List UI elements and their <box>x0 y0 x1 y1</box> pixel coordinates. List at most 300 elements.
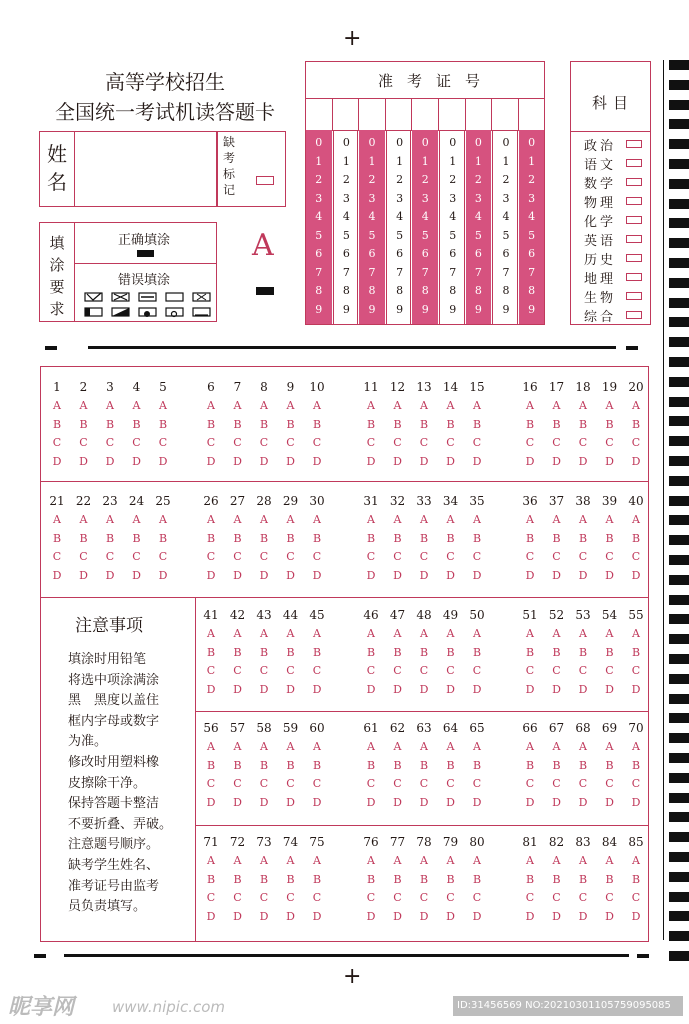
answer-option[interactable]: D <box>552 795 561 809</box>
answer-option[interactable]: C <box>472 436 482 449</box>
exam-id-digit[interactable]: 9 <box>449 302 457 316</box>
answer-option[interactable]: C <box>578 664 588 677</box>
answer-option[interactable]: B <box>605 417 614 431</box>
answer-option[interactable]: D <box>472 682 482 696</box>
exam-id-digit[interactable]: 2 <box>342 173 350 186</box>
answer-option[interactable]: A <box>446 854 455 867</box>
exam-id-digit[interactable]: 8 <box>368 284 376 297</box>
answer-option[interactable]: A <box>526 854 534 867</box>
exam-id-digit[interactable]: 1 <box>368 154 376 168</box>
answer-option[interactable]: C <box>525 436 535 449</box>
answer-option[interactable]: D <box>419 909 429 923</box>
answer-option[interactable]: D <box>472 795 482 809</box>
answer-option[interactable]: B <box>605 645 614 659</box>
answer-option[interactable]: D <box>472 568 482 582</box>
answer-option[interactable]: A <box>446 399 455 412</box>
answer-option[interactable]: C <box>419 777 429 790</box>
answer-option[interactable]: A <box>286 513 295 526</box>
answer-option[interactable]: C <box>312 777 322 790</box>
exam-id-digit[interactable]: 7 <box>368 265 376 279</box>
answer-option[interactable]: C <box>578 550 588 563</box>
exam-id-digit[interactable]: 6 <box>396 247 404 260</box>
answer-option[interactable]: B <box>446 872 455 886</box>
exam-id-digit[interactable]: 3 <box>421 191 429 205</box>
exam-id-digit[interactable]: 3 <box>368 191 376 205</box>
answer-option[interactable]: A <box>526 399 534 412</box>
answer-option[interactable]: A <box>367 513 375 526</box>
answer-option[interactable]: D <box>312 568 322 582</box>
answer-option[interactable]: D <box>525 454 535 468</box>
exam-id-digit[interactable]: 8 <box>449 284 457 297</box>
answer-option[interactable]: A <box>233 513 242 526</box>
answer-option[interactable]: A <box>420 513 428 526</box>
exam-id-column[interactable] <box>386 130 412 324</box>
exam-id-write-cell[interactable] <box>439 98 466 130</box>
subject-checkbox[interactable] <box>626 292 642 300</box>
answer-option[interactable]: B <box>52 531 62 545</box>
answer-option[interactable]: C <box>233 550 242 563</box>
answer-option[interactable]: C <box>79 550 88 563</box>
exam-id-digit[interactable]: 7 <box>421 265 429 279</box>
answer-option[interactable]: B <box>105 417 115 431</box>
answer-option[interactable]: D <box>578 909 588 923</box>
answer-option[interactable]: C <box>286 664 295 677</box>
answer-option[interactable]: D <box>419 682 429 696</box>
answer-option[interactable]: C <box>286 436 295 449</box>
answer-option[interactable]: D <box>206 568 216 582</box>
answer-option[interactable]: D <box>366 682 376 696</box>
answer-option[interactable]: C <box>393 436 402 449</box>
exam-id-digit[interactable]: 6 <box>474 247 482 260</box>
exam-id-digit[interactable]: 8 <box>474 284 482 297</box>
answer-option[interactable]: B <box>472 531 482 545</box>
answer-option[interactable]: B <box>259 872 269 886</box>
answer-option[interactable]: C <box>366 891 376 904</box>
answer-option[interactable]: A <box>233 854 242 867</box>
answer-option[interactable]: D <box>393 568 402 582</box>
answer-option[interactable]: C <box>132 550 141 563</box>
exam-id-column[interactable] <box>412 130 438 324</box>
answer-option[interactable]: B <box>393 872 402 886</box>
answer-option[interactable]: C <box>158 550 168 563</box>
answer-option[interactable]: A <box>420 627 428 640</box>
answer-option[interactable]: A <box>260 627 268 640</box>
answer-option[interactable]: D <box>631 568 641 582</box>
answer-option[interactable]: C <box>631 777 641 790</box>
answer-option[interactable]: B <box>419 872 429 886</box>
answer-option[interactable]: D <box>605 568 614 582</box>
exam-id-digit[interactable]: 0 <box>528 136 536 149</box>
answer-option[interactable]: A <box>446 740 455 753</box>
answer-option[interactable]: C <box>525 550 535 563</box>
answer-option[interactable]: A <box>313 513 321 526</box>
answer-option[interactable]: B <box>312 531 322 545</box>
answer-option[interactable]: D <box>52 454 62 468</box>
answer-option[interactable]: D <box>233 682 242 696</box>
exam-id-digit[interactable]: 7 <box>528 265 536 279</box>
answer-option[interactable]: A <box>313 740 321 753</box>
answer-option[interactable]: C <box>79 436 88 449</box>
answer-option[interactable]: D <box>206 454 216 468</box>
answer-option[interactable]: B <box>446 645 455 659</box>
answer-option[interactable]: A <box>233 740 242 753</box>
exam-id-write-cell[interactable] <box>359 98 386 130</box>
answer-option[interactable]: C <box>472 777 482 790</box>
answer-option[interactable]: D <box>631 795 641 809</box>
answer-option[interactable]: D <box>366 909 376 923</box>
answer-option[interactable]: B <box>578 872 588 886</box>
answer-option[interactable]: D <box>206 682 216 696</box>
answer-option[interactable]: A <box>393 513 402 526</box>
answer-option[interactable]: A <box>605 740 614 753</box>
answer-option[interactable]: A <box>605 513 614 526</box>
answer-option[interactable]: C <box>472 664 482 677</box>
answer-option[interactable]: C <box>259 550 269 563</box>
exam-id-digit[interactable]: 0 <box>396 136 404 149</box>
answer-option[interactable]: C <box>446 550 455 563</box>
subject-checkbox[interactable] <box>626 311 642 319</box>
answer-option[interactable]: A <box>473 854 481 867</box>
answer-option[interactable]: B <box>631 758 641 772</box>
answer-option[interactable]: D <box>286 568 295 582</box>
answer-option[interactable]: B <box>132 417 141 431</box>
exam-id-digit[interactable]: 5 <box>396 228 404 242</box>
answer-option[interactable]: B <box>286 872 295 886</box>
answer-option[interactable]: A <box>313 627 321 640</box>
answer-option[interactable]: B <box>525 645 535 659</box>
answer-option[interactable]: C <box>366 664 376 677</box>
answer-option[interactable]: C <box>631 664 641 677</box>
answer-option[interactable]: A <box>473 399 481 412</box>
answer-option[interactable]: A <box>367 627 375 640</box>
answer-option[interactable]: B <box>158 417 168 431</box>
answer-option[interactable]: D <box>525 682 535 696</box>
answer-option[interactable]: B <box>472 645 482 659</box>
answer-option[interactable]: C <box>552 436 561 449</box>
answer-option[interactable]: D <box>419 568 429 582</box>
answer-option[interactable]: C <box>286 891 295 904</box>
answer-option[interactable]: B <box>525 872 535 886</box>
answer-option[interactable]: A <box>79 513 88 526</box>
answer-option[interactable]: C <box>259 436 269 449</box>
exam-id-digit[interactable]: 1 <box>502 154 510 168</box>
exam-id-digit[interactable]: 5 <box>315 228 323 242</box>
exam-id-digit[interactable]: 8 <box>396 284 404 297</box>
answer-option[interactable]: D <box>206 909 216 923</box>
answer-option[interactable]: D <box>446 568 455 582</box>
answer-option[interactable]: D <box>631 682 641 696</box>
exam-id-digit[interactable]: 6 <box>342 247 350 260</box>
answer-option[interactable]: A <box>579 513 587 526</box>
answer-option[interactable]: C <box>578 891 588 904</box>
answer-option[interactable]: C <box>259 664 269 677</box>
answer-option[interactable]: C <box>446 777 455 790</box>
exam-id-digit[interactable]: 6 <box>449 247 457 260</box>
answer-option[interactable]: B <box>366 872 376 886</box>
answer-option[interactable]: D <box>393 795 402 809</box>
answer-option[interactable]: C <box>605 550 614 563</box>
answer-option[interactable]: A <box>632 627 640 640</box>
exam-id-digit[interactable]: 6 <box>528 247 536 260</box>
answer-option[interactable]: D <box>286 909 295 923</box>
exam-id-digit[interactable]: 0 <box>449 136 457 149</box>
exam-id-column[interactable] <box>492 130 518 324</box>
answer-option[interactable]: B <box>419 645 429 659</box>
answer-option[interactable]: D <box>206 795 216 809</box>
answer-option[interactable]: A <box>233 627 242 640</box>
answer-option[interactable]: B <box>206 645 216 659</box>
answer-option[interactable]: C <box>393 664 402 677</box>
answer-option[interactable]: A <box>367 399 375 412</box>
answer-option[interactable]: C <box>419 550 429 563</box>
exam-id-digit[interactable]: 2 <box>502 173 510 186</box>
answer-option[interactable]: D <box>578 568 588 582</box>
answer-option[interactable]: C <box>233 436 242 449</box>
answer-option[interactable]: D <box>233 568 242 582</box>
answer-option[interactable]: C <box>366 550 376 563</box>
answer-option[interactable]: B <box>446 531 455 545</box>
answer-option[interactable]: A <box>552 854 561 867</box>
exam-id-digit[interactable]: 9 <box>421 302 429 316</box>
answer-option[interactable]: C <box>631 891 641 904</box>
exam-id-column[interactable] <box>359 130 385 324</box>
exam-id-digit[interactable]: 5 <box>449 228 457 242</box>
answer-option[interactable]: B <box>552 417 561 431</box>
exam-id-digit[interactable]: 9 <box>315 302 323 316</box>
answer-option[interactable]: B <box>472 872 482 886</box>
answer-option[interactable]: B <box>312 645 322 659</box>
answer-option[interactable]: B <box>393 531 402 545</box>
answer-option[interactable]: C <box>206 550 216 563</box>
answer-option[interactable]: A <box>313 854 321 867</box>
exam-id-write-cell[interactable] <box>466 98 493 130</box>
answer-option[interactable]: C <box>605 777 614 790</box>
exam-id-digit[interactable]: 2 <box>474 173 482 186</box>
answer-option[interactable]: B <box>206 758 216 772</box>
subject-checkbox[interactable] <box>626 159 642 167</box>
answer-option[interactable]: B <box>631 872 641 886</box>
answer-option[interactable]: D <box>366 795 376 809</box>
answer-option[interactable]: C <box>446 891 455 904</box>
answer-option[interactable]: C <box>552 664 561 677</box>
answer-option[interactable]: A <box>632 513 640 526</box>
exam-id-digit[interactable]: 9 <box>474 302 482 316</box>
exam-id-digit[interactable]: 0 <box>342 136 350 149</box>
exam-id-digit[interactable]: 8 <box>528 284 536 297</box>
answer-option[interactable]: C <box>525 664 535 677</box>
answer-option[interactable]: B <box>419 417 429 431</box>
answer-option[interactable]: B <box>259 645 269 659</box>
answer-option[interactable]: D <box>259 454 269 468</box>
answer-option[interactable]: C <box>206 436 216 449</box>
answer-option[interactable]: A <box>632 399 640 412</box>
exam-id-digit[interactable]: 9 <box>528 302 536 316</box>
answer-option[interactable]: C <box>105 550 115 563</box>
answer-option[interactable]: C <box>366 436 376 449</box>
exam-id-digit[interactable]: 5 <box>342 228 350 242</box>
exam-id-digit[interactable]: 3 <box>474 191 482 205</box>
answer-option[interactable]: A <box>260 399 268 412</box>
exam-id-digit[interactable]: 8 <box>502 284 510 297</box>
answer-option[interactable]: C <box>233 891 242 904</box>
answer-option[interactable]: C <box>393 777 402 790</box>
exam-id-digit[interactable]: 1 <box>474 154 482 168</box>
answer-option[interactable]: C <box>605 891 614 904</box>
answer-option[interactable]: C <box>472 550 482 563</box>
exam-id-digit[interactable]: 0 <box>421 136 429 149</box>
answer-option[interactable]: A <box>605 399 614 412</box>
answer-option[interactable]: D <box>552 909 561 923</box>
answer-option[interactable]: D <box>259 568 269 582</box>
answer-option[interactable]: D <box>631 909 641 923</box>
answer-option[interactable]: C <box>393 550 402 563</box>
answer-option[interactable]: C <box>419 891 429 904</box>
answer-option[interactable]: A <box>367 854 375 867</box>
answer-option[interactable]: D <box>472 454 482 468</box>
exam-id-column[interactable] <box>306 130 332 324</box>
answer-option[interactable]: D <box>286 454 295 468</box>
answer-option[interactable]: A <box>552 740 561 753</box>
exam-id-write-cell[interactable] <box>519 98 546 130</box>
answer-option[interactable]: A <box>106 513 114 526</box>
exam-id-digit[interactable]: 1 <box>528 154 536 168</box>
answer-option[interactable]: D <box>525 568 535 582</box>
exam-id-digit[interactable]: 0 <box>474 136 482 149</box>
answer-option[interactable]: D <box>233 909 242 923</box>
answer-option[interactable]: B <box>631 531 641 545</box>
answer-option[interactable]: D <box>446 909 455 923</box>
answer-option[interactable]: C <box>206 891 216 904</box>
answer-option[interactable]: A <box>207 399 215 412</box>
answer-option[interactable]: D <box>578 795 588 809</box>
answer-option[interactable]: D <box>259 682 269 696</box>
answer-option[interactable]: A <box>207 854 215 867</box>
exam-id-digit[interactable]: 7 <box>449 265 457 279</box>
answer-option[interactable]: B <box>446 758 455 772</box>
answer-option[interactable]: B <box>286 758 295 772</box>
answer-option[interactable]: B <box>472 417 482 431</box>
answer-option[interactable]: C <box>233 664 242 677</box>
answer-option[interactable]: D <box>578 682 588 696</box>
answer-option[interactable]: A <box>286 627 295 640</box>
answer-option[interactable]: C <box>552 550 561 563</box>
answer-option[interactable]: A <box>79 399 88 412</box>
exam-id-digit[interactable]: 4 <box>421 210 429 223</box>
exam-id-digit[interactable]: 5 <box>474 228 482 242</box>
answer-option[interactable]: B <box>259 417 269 431</box>
answer-option[interactable]: A <box>260 740 268 753</box>
answer-option[interactable]: C <box>52 436 62 449</box>
answer-option[interactable]: C <box>605 436 614 449</box>
answer-option[interactable]: B <box>312 758 322 772</box>
answer-option[interactable]: D <box>105 454 115 468</box>
answer-option[interactable]: D <box>286 682 295 696</box>
answer-option[interactable]: A <box>286 854 295 867</box>
answer-option[interactable]: D <box>233 795 242 809</box>
answer-option[interactable]: A <box>233 399 242 412</box>
answer-option[interactable]: B <box>446 417 455 431</box>
answer-option[interactable]: C <box>259 777 269 790</box>
exam-id-digit[interactable]: 9 <box>342 302 350 316</box>
answer-option[interactable]: D <box>105 568 115 582</box>
exam-id-digit[interactable]: 2 <box>368 173 376 186</box>
exam-id-digit[interactable]: 4 <box>368 210 376 223</box>
answer-option[interactable]: D <box>525 795 535 809</box>
answer-option[interactable]: D <box>132 568 141 582</box>
answer-option[interactable]: B <box>578 645 588 659</box>
answer-option[interactable]: D <box>259 795 269 809</box>
answer-option[interactable]: B <box>259 758 269 772</box>
exam-id-digit[interactable]: 2 <box>449 173 457 186</box>
answer-option[interactable]: C <box>472 891 482 904</box>
answer-option[interactable]: B <box>419 531 429 545</box>
answer-option[interactable]: D <box>286 795 295 809</box>
answer-option[interactable]: B <box>525 758 535 772</box>
exam-id-digit[interactable]: 6 <box>368 247 376 260</box>
answer-option[interactable]: C <box>132 436 141 449</box>
answer-option[interactable]: D <box>132 454 141 468</box>
exam-id-digit[interactable]: 0 <box>368 136 376 149</box>
answer-option[interactable]: A <box>132 399 141 412</box>
exam-id-digit[interactable]: 4 <box>449 210 457 223</box>
exam-id-digit[interactable]: 2 <box>315 173 323 186</box>
exam-id-digit[interactable]: 7 <box>342 265 350 279</box>
answer-option[interactable]: D <box>472 909 482 923</box>
answer-option[interactable]: D <box>393 909 402 923</box>
answer-option[interactable]: B <box>393 645 402 659</box>
answer-option[interactable]: D <box>233 454 242 468</box>
answer-option[interactable]: D <box>79 568 88 582</box>
answer-option[interactable]: B <box>366 645 376 659</box>
answer-option[interactable]: B <box>605 531 614 545</box>
answer-option[interactable]: D <box>446 682 455 696</box>
exam-id-digit[interactable]: 6 <box>421 247 429 260</box>
exam-id-digit[interactable]: 3 <box>342 191 350 205</box>
answer-option[interactable]: C <box>312 891 322 904</box>
answer-option[interactable]: A <box>579 627 587 640</box>
exam-id-column[interactable] <box>466 130 492 324</box>
answer-option[interactable]: B <box>366 531 376 545</box>
answer-option[interactable]: B <box>552 872 561 886</box>
exam-id-digit[interactable]: 1 <box>342 154 350 168</box>
exam-id-digit[interactable]: 2 <box>421 173 429 186</box>
exam-id-digit[interactable]: 9 <box>368 302 376 316</box>
answer-option[interactable]: A <box>393 854 402 867</box>
exam-id-digit[interactable]: 0 <box>502 136 510 149</box>
answer-option[interactable]: C <box>578 436 588 449</box>
answer-option[interactable]: B <box>158 531 168 545</box>
answer-option[interactable]: D <box>52 568 62 582</box>
answer-option[interactable]: A <box>393 399 402 412</box>
exam-id-digit[interactable]: 5 <box>502 228 510 242</box>
exam-id-column[interactable] <box>439 130 465 324</box>
exam-id-digit[interactable]: 4 <box>342 210 350 223</box>
exam-id-digit[interactable]: 3 <box>315 191 323 205</box>
exam-id-digit[interactable]: 8 <box>315 284 323 297</box>
answer-option[interactable]: A <box>393 740 402 753</box>
answer-option[interactable]: D <box>578 454 588 468</box>
answer-option[interactable]: B <box>233 417 242 431</box>
exam-id-digit[interactable]: 1 <box>421 154 429 168</box>
answer-option[interactable]: A <box>420 399 428 412</box>
answer-option[interactable]: A <box>159 399 167 412</box>
answer-option[interactable]: B <box>393 758 402 772</box>
exam-id-digit[interactable]: 9 <box>396 302 404 316</box>
answer-option[interactable]: A <box>132 513 141 526</box>
answer-option[interactable]: A <box>367 740 375 753</box>
answer-option[interactable]: A <box>53 399 61 412</box>
answer-option[interactable]: C <box>419 436 429 449</box>
